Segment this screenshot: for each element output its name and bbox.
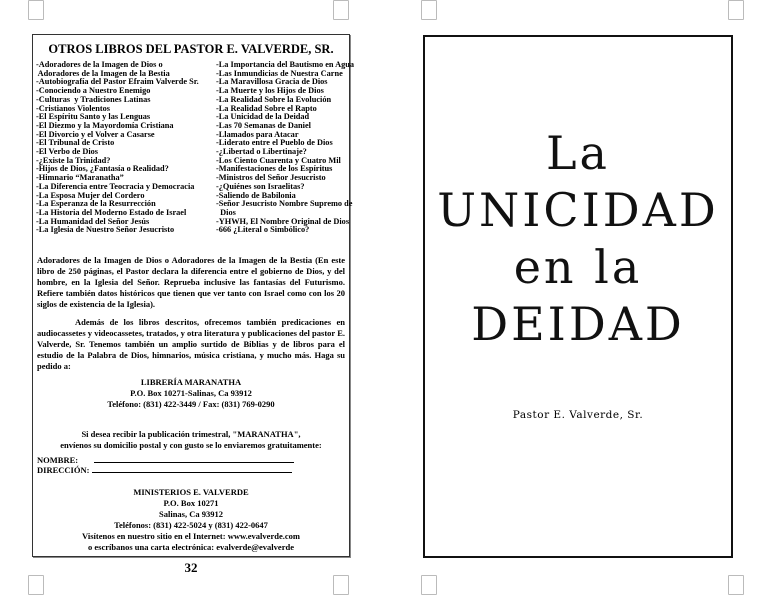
back-page bbox=[32, 34, 355, 557]
crop-mark bbox=[728, 0, 744, 20]
book-title: -Las 70 Semanas de Daniel bbox=[216, 120, 311, 130]
book-title: -Los Ciento Cuarenta y Cuatro Mil bbox=[216, 155, 341, 165]
book-title: -El Diezmo y la Mayordomía Cristiana bbox=[36, 120, 174, 130]
cover-page bbox=[423, 35, 733, 558]
book-title: -666 ¿Literal o Simbólico? bbox=[216, 225, 310, 235]
book-title: -Cristianos Violentos bbox=[36, 103, 110, 113]
page-number: 32 bbox=[184, 560, 198, 575]
book-title: -Autobiografía del Pastor Efraim Valverde Sr. bbox=[36, 77, 199, 87]
books-list-left bbox=[36, 61, 199, 235]
book-description: Adoradores de la Imagen de Dios o Adoradores de la Imagen de la Bestia (En este libro de 250 páginas, el Pastor declara la diferencia entre el gobierno de Dios, y del hombre, en la Iglesia del Señor. Reprueba inclusive las fantasías del Futurismo. Refiere también datos históricos que tienen que ver tanto con Israel como con los 20 siglos de existencia de la Iglesia). bbox=[37, 255, 345, 309]
book-title: -Manifestaciones de los Espíritus bbox=[216, 164, 333, 174]
book-title: -¿Quiénes son Israelitas? bbox=[216, 181, 305, 191]
ministry-line: P.O. Box 10271 bbox=[163, 498, 219, 508]
ministry-line: Visítenos en nuestro sitio en el Internet: www.evalverde.com bbox=[82, 531, 300, 541]
address-label: DIRECCIÓN: bbox=[37, 465, 90, 475]
ministry-line: Salinas, Ca 93912 bbox=[159, 509, 223, 519]
crop-mark bbox=[28, 0, 44, 20]
book-title: -La Muerte y los Hijos de Dios bbox=[216, 86, 324, 96]
book-title: -La Humanidad del Señor Jesús bbox=[36, 216, 150, 226]
book-title: -¿Libertad o Libertinaje? bbox=[216, 147, 307, 157]
book-title: -El Divorcio y el Volver a Casarse bbox=[36, 129, 155, 139]
book-title: -Himnario “Maranatha” bbox=[36, 173, 124, 183]
cover-title-line: UNICIDAD bbox=[437, 183, 719, 237]
book-title: -La Esperanza de la Resurrección bbox=[36, 199, 156, 209]
subscribe-line: envíenos su domicilio postal y con gusto se lo enviaremos gratuitamente: bbox=[60, 440, 322, 450]
bookstore-info bbox=[33, 377, 349, 410]
book-title: -Adoradores de la Imagen de Dios o bbox=[36, 60, 163, 69]
cover-title-line: DEIDAD bbox=[471, 297, 685, 351]
book-title: -Las Inmundicias de Nuestra Carne bbox=[216, 68, 343, 78]
book-title: -La Esposa Mujer del Cordero bbox=[36, 190, 145, 200]
book-title: -Culturas y Tradiciones Latinas bbox=[36, 94, 151, 104]
book-title: Dios bbox=[216, 207, 236, 217]
books-title: OTROS LIBROS DEL PASTOR E. VALVERDE, SR. bbox=[48, 42, 334, 56]
book-title: -¿Existe la Trinidad? bbox=[36, 155, 111, 165]
book-title: -La Iglesia de Nuestro Señor Jesucristo bbox=[36, 225, 175, 235]
book-title: -Liderato entre el Pueblo de Dios bbox=[216, 138, 333, 148]
crop-mark bbox=[333, 0, 349, 20]
bookstore-address: P.O. Box 10271-Salinas, Ca 93912 bbox=[130, 388, 252, 398]
bookstore-name: LIBRERÍA MARANATHA bbox=[140, 377, 242, 387]
crop-mark bbox=[728, 575, 744, 595]
address-field[interactable] bbox=[92, 465, 292, 473]
book-title: -La Realidad Sobre la Evolución bbox=[216, 94, 332, 104]
book-title: -Hijos de Dios, ¿Fantasía o Realidad? bbox=[36, 164, 169, 174]
subscribe-text bbox=[33, 429, 349, 451]
subscription-form bbox=[37, 455, 294, 475]
book-title: -Llamados para Atacar bbox=[216, 129, 299, 139]
crop-mark bbox=[333, 575, 349, 595]
book-title: -Señor Jesucristo Nombre Supremo de bbox=[216, 199, 353, 209]
name-field[interactable] bbox=[94, 455, 294, 463]
ministry-line: MINISTERIOS E. VALVERDE bbox=[133, 487, 249, 497]
crop-mark bbox=[421, 575, 437, 595]
books-list-right bbox=[216, 61, 354, 235]
crop-mark bbox=[28, 575, 44, 595]
name-label: NOMBRE: bbox=[37, 455, 79, 465]
book-title: -El Verbo de Dios bbox=[36, 147, 99, 157]
book-title: -La Importancia del Bautismo en Agua bbox=[216, 60, 355, 69]
book-title: -La Maravillosa Gracia de Dios bbox=[216, 77, 328, 87]
subscribe-line: Si desea recibir la publicación trimestral, "MARANATHA", bbox=[81, 429, 301, 439]
book-title: Adoradores de la Imagen de la Bestia bbox=[36, 68, 170, 78]
book-title: -La Realidad Sobre el Rapto bbox=[216, 103, 317, 113]
cover-author: Pastor E. Valverde, Sr. bbox=[512, 409, 644, 421]
ministry-line: Teléfonos: (831) 422-5024 y (831) 422-0647 bbox=[114, 520, 268, 530]
ministry-line: o escríbanos una carta electrónica: evalverde@evalverde bbox=[88, 542, 294, 552]
book-title: -Conociendo a Nuestro Enemigo bbox=[36, 86, 151, 96]
ministry-info bbox=[33, 487, 349, 553]
book-title: -YHWH, El Nombre Original de Dios bbox=[216, 216, 350, 226]
book-title: -El Tribunal de Cristo bbox=[36, 138, 115, 148]
bookstore-phone: Teléfono: (831) 422-3449 / Fax: (831) 769-0290 bbox=[107, 399, 275, 409]
book-title: -La Historia del Moderno Estado de Israel bbox=[36, 207, 187, 217]
cover-title-line: en la bbox=[513, 240, 643, 294]
book-title: -Ministros del Señor Jesucristo bbox=[216, 173, 326, 183]
offer-text: Además de los libros descritos, ofrecemos también predicaciones en audiocassetes y videocassetes, tratados, y otra literatura y publicaciones del pastor E. Valverde, Sr. Tenemos también un amplio surtido de Biblias y de libros para el estudio de la Palabra de Dios, himnarios, música cristiana, y mucho más. Haga su pedido a: bbox=[37, 317, 345, 371]
book-title: -El Espíritu Santo y las Lenguas bbox=[36, 112, 151, 122]
book-title: -La Diferencia entre Teocracia y Democracia bbox=[36, 181, 195, 191]
book-title: -Saliendo de Babilonia bbox=[216, 190, 296, 200]
cover-title-line: La bbox=[546, 126, 610, 180]
book-title: -La Unicidad de la Deidad bbox=[216, 112, 310, 122]
crop-mark bbox=[421, 0, 437, 20]
